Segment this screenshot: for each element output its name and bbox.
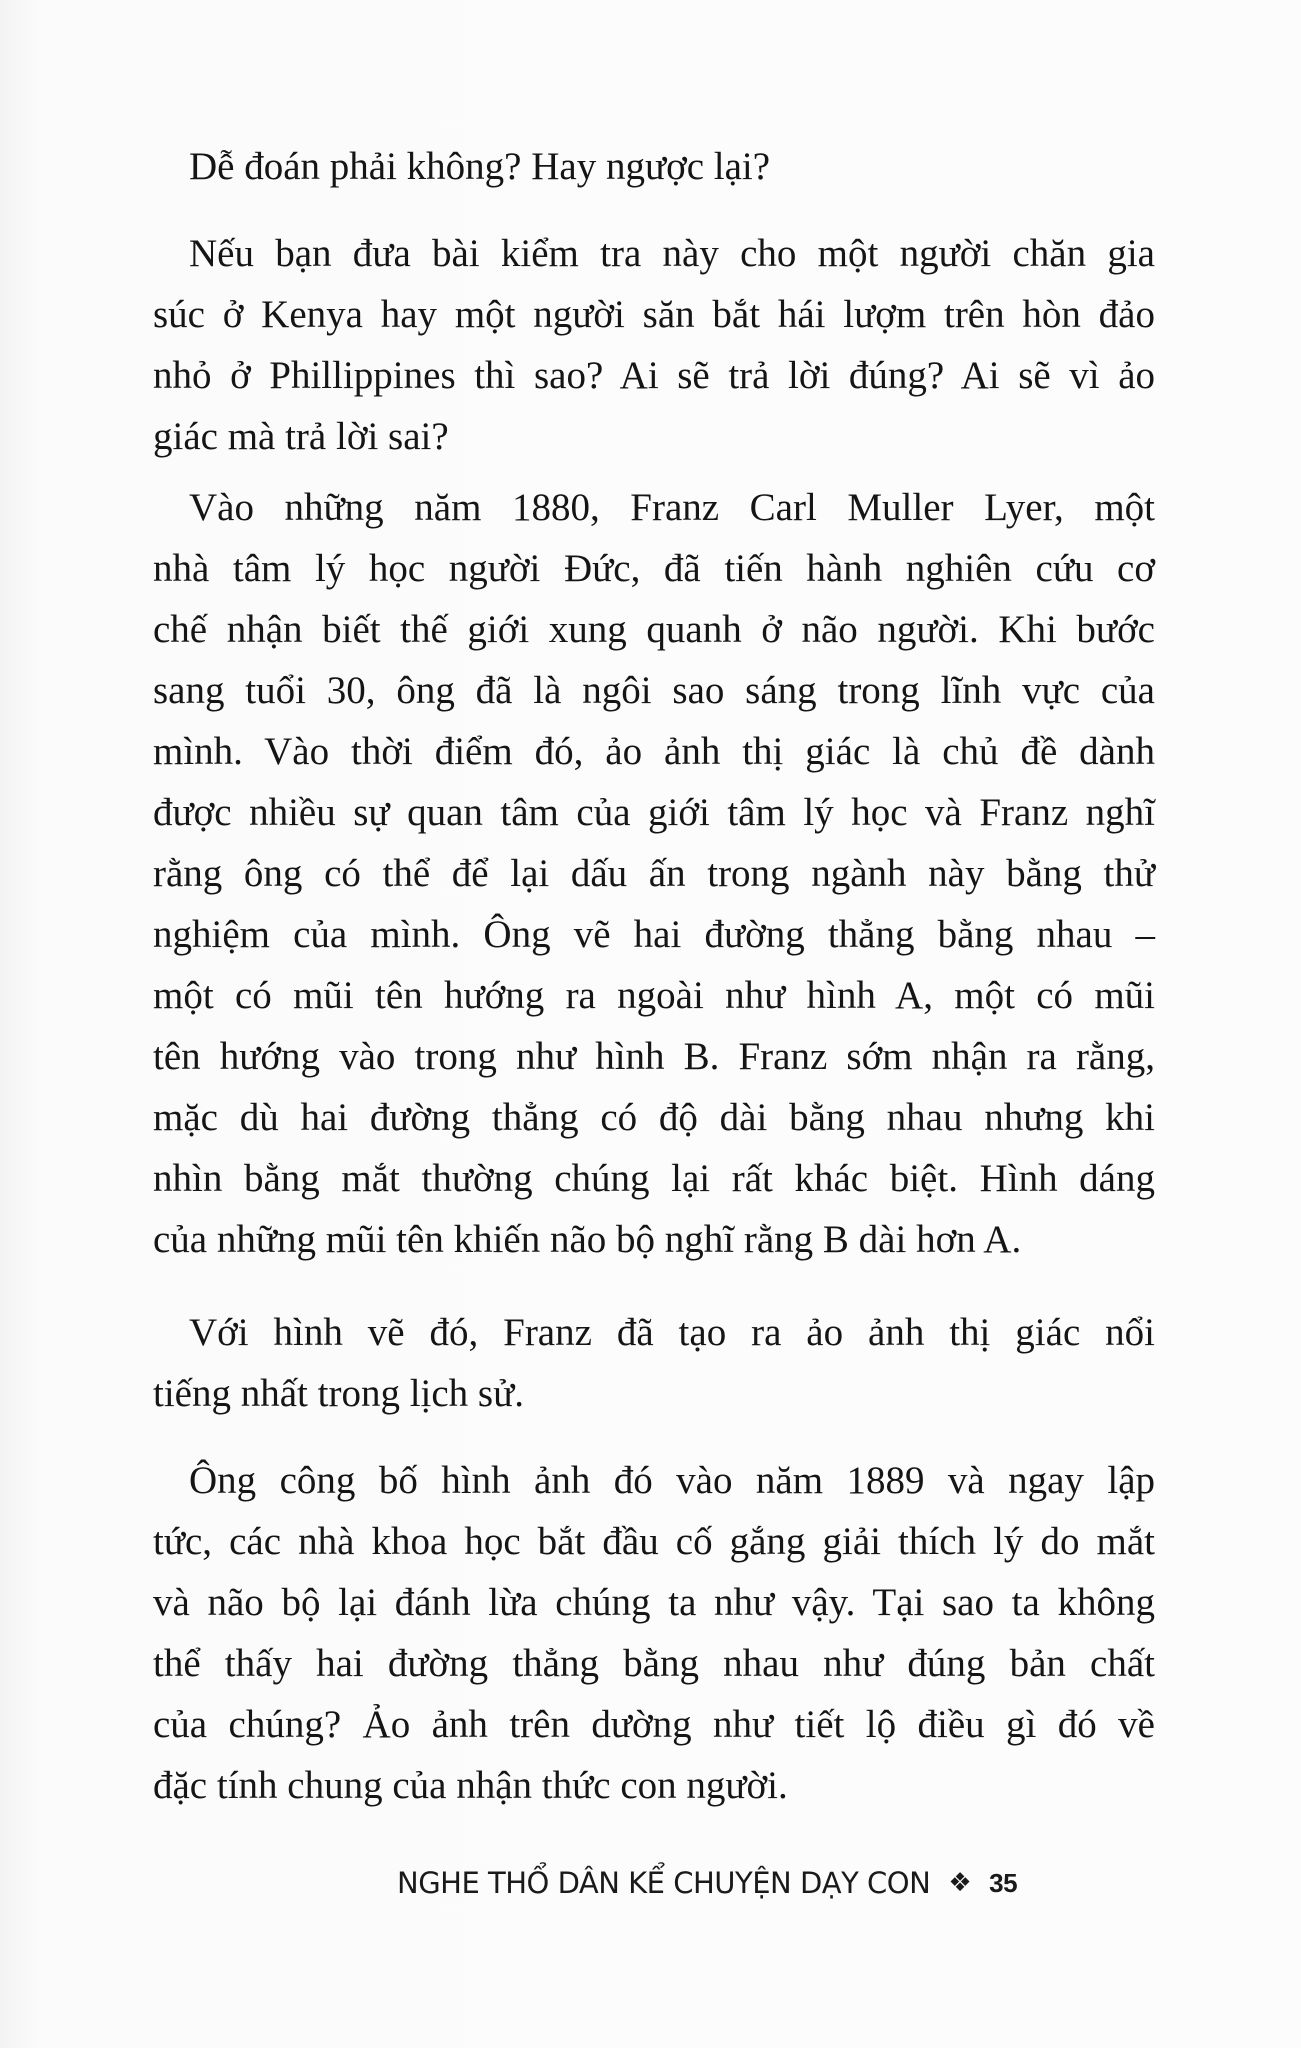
text-line: nghiệm của mình. Ông vẽ hai đường thẳng bằng nhau – [153,913,1155,956]
text-line: tiếng nhất trong lịch sử. [153,1372,524,1415]
text-line: được nhiều sự quan tâm của giới tâm lý học và Franz nghĩ [153,791,1155,834]
text-line: nhỏ ở Phillippines thì sao? Ai sẽ trả lời đúng? Ai sẽ vì ảo [153,354,1155,397]
text-line: Vào những năm 1880, Franz Carl Muller Lyer, một [189,486,1155,529]
text-line: tên hướng vào trong như hình B. Franz sớm nhận ra rằng, [153,1035,1155,1078]
text-line: sang tuổi 30, ông đã là ngôi sao sáng trong lĩnh vực của [153,669,1155,712]
text-line: tức, các nhà khoa học bắt đầu cố gắng giải thích lý do mắt [153,1520,1155,1563]
page-number: 35 [989,1867,1018,1898]
text-line: giác mà trả lời sai? [153,415,449,458]
text-line: Nếu bạn đưa bài kiểm tra này cho một người chăn gia [189,232,1155,275]
text-line: mình. Vào thời điểm đó, ảo ảnh thị giác là chủ đề dành [153,730,1155,773]
text-line: súc ở Kenya hay một người săn bắt hái lượm trên hòn đảo [153,293,1155,336]
text-line: đặc tính chung của nhận thức con người. [153,1764,788,1807]
text-line: một có mũi tên hướng ra ngoài như hình A, một có mũi [153,974,1155,1017]
text-line: mặc dù hai đường thẳng có độ dài bằng nhau nhưng khi [153,1096,1155,1139]
text-line: chế nhận biết thế giới xung quanh ở não người. Khi bước [153,608,1155,651]
text-line: Với hình vẽ đó, Franz đã tạo ra ảo ảnh thị giác nổi [189,1311,1155,1354]
text-line: của những mũi tên khiến não bộ nghĩ rằng B dài hơn A. [153,1218,1022,1261]
text-line: thể thấy hai đường thẳng bằng nhau như đúng bản chất [153,1642,1155,1685]
book-title: NGHE THỔ DÂN KỂ CHUYỆN DẠY CON [397,1866,931,1900]
text-line: Ông công bố hình ảnh đó vào năm 1889 và ngay lập [189,1459,1155,1502]
text-line: nhà tâm lý học người Đức, đã tiến hành nghiên cứu cơ [153,547,1155,590]
text-line: và não bộ lại đánh lừa chúng ta như vậy. Tại sao ta không [153,1581,1155,1624]
text-line: của chúng? Ảo ảnh trên dường như tiết lộ điều gì đó về [153,1703,1155,1746]
text-line: nhìn bằng mắt thường chúng lại rất khác biệt. Hình dáng [153,1157,1155,1200]
text-line: Dễ đoán phải không? Hay ngược lại? [189,145,771,188]
ornament-icon: ❖ [948,1868,972,1898]
text-line: rằng ông có thể để lại dấu ấn trong ngành này bằng thử [153,852,1155,895]
running-footer [397,1866,1017,1900]
